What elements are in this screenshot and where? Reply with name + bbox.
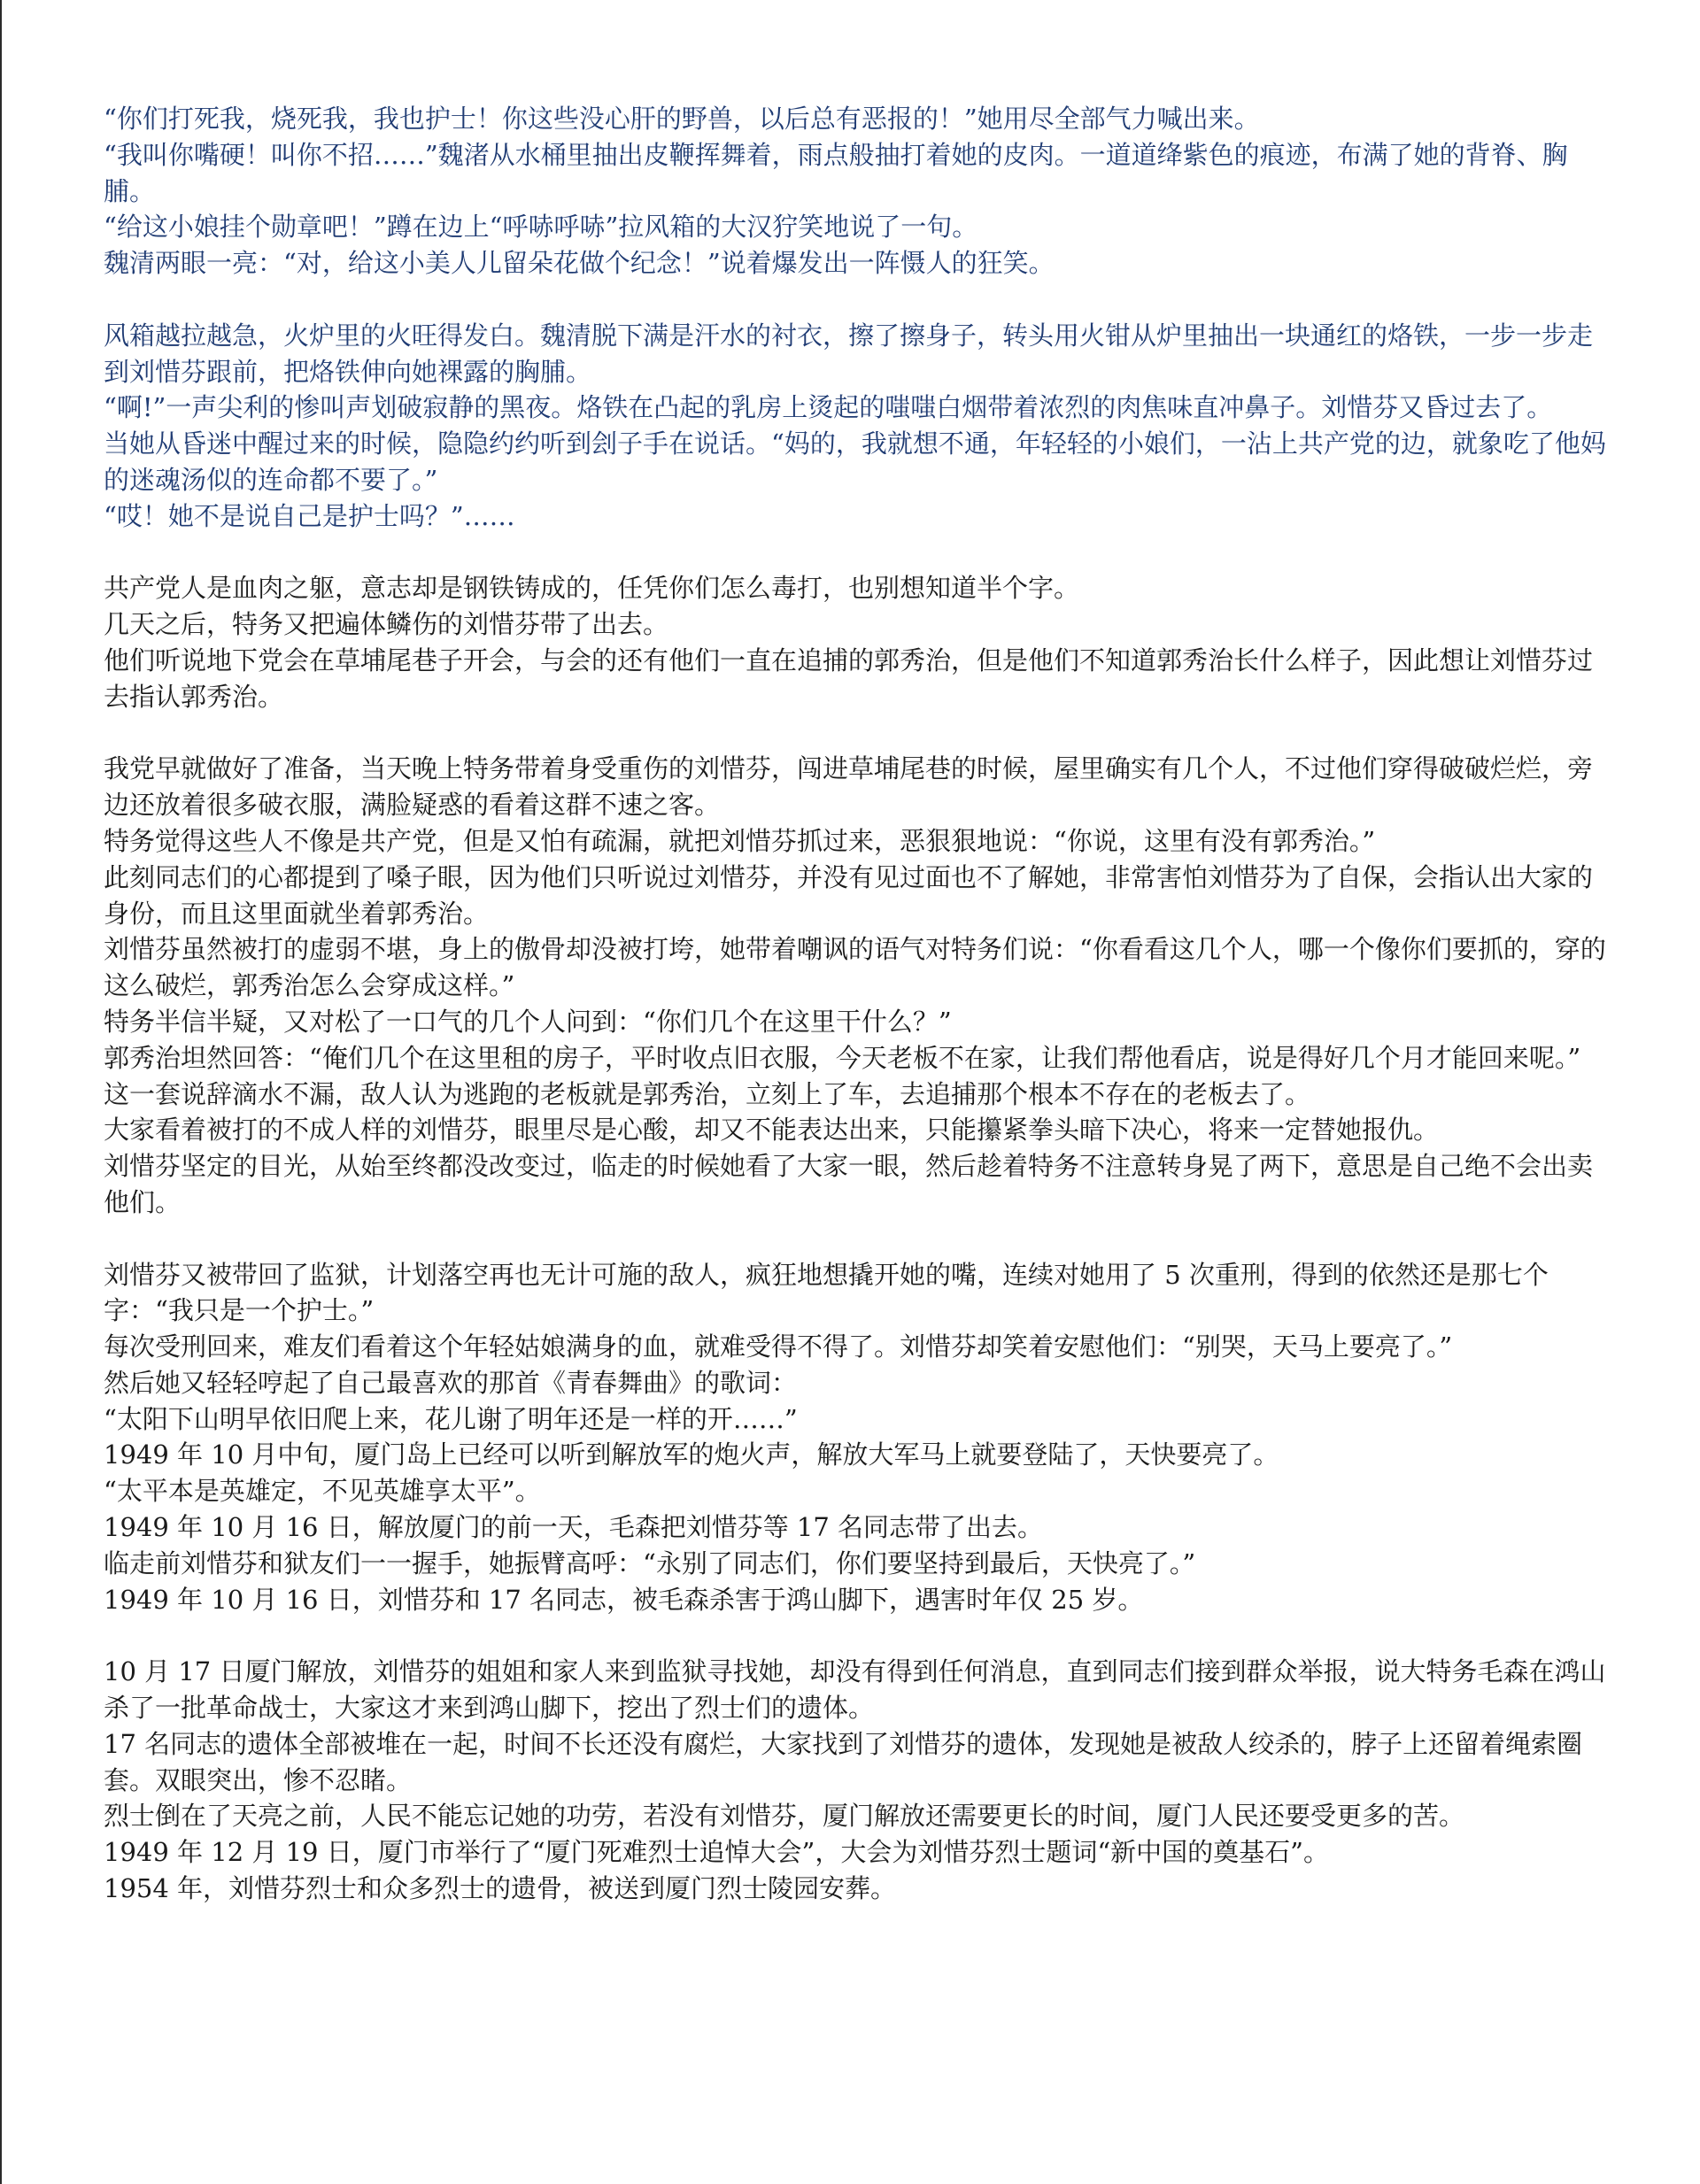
text-section <box>104 318 1609 535</box>
paragraph: 1949 年 10 月 16 日，刘惜芬和 17 名同志，被毛森杀害于鸿山脚下，遇害时年仅 25 岁。 <box>104 1584 1144 1615</box>
paragraph: 17 名同志的遗体全部被堆在一起，时间不长还没有腐烂，大家找到了刘惜芬的遗体，发现她是被敌人绞杀的，脖子上还留着绳索圈套。双眼突出，惨不忍睹。 <box>104 1728 1583 1795</box>
paragraph-gap <box>104 535 1609 571</box>
paragraph: 1949 年 10 月 16 日，解放厦门的前一天，毛森把刘惜芬等 17 名同志带了出去。 <box>104 1512 1044 1543</box>
paragraph: 几天之后，特务又把遍体鳞伤的刘惜芬带了出去。 <box>104 609 669 640</box>
paragraph-gap <box>104 1617 1609 1654</box>
paragraph-gap <box>104 715 1609 752</box>
paragraph: 刘惜芬又被带回了监狱，计划落空再也无计可施的敌人，疯狂地想撬开她的嘴，连续对她用了 5 次重刑，得到的依然还是那七个字：“我只是一个护士。” <box>104 1259 1549 1326</box>
paragraph: 刘惜芬虽然被打的虚弱不堪，身上的傲骨却没被打垮，她带着嘲讽的语气对特务们说：“你看看这几个人，哪一个像你们要抓的，穿的这么破烂，郭秀治怎么会穿成这样。” <box>104 934 1606 1001</box>
paragraph: 特务觉得这些人不像是共产党，但是又怕有疏漏，就把刘惜芬抓过来，恶狠狠地说：“你说，这里有没有郭秀治。” <box>104 825 1376 856</box>
text-section <box>104 570 1609 714</box>
paragraph: “太阳下山明早依旧爬上来，花儿谢了明年还是一样的开……” <box>104 1403 798 1434</box>
paragraph: 每次受刑回来，难友们看着这个年轻姑娘满身的血，就难受得不得了。刘惜芬却笑着安慰他们：“别哭，天马上要亮了。” <box>104 1331 1453 1362</box>
paragraph: 当她从昏迷中醒过来的时候，隐隐约约听到刽子手在说话。“妈的，我就想不通，年轻轻的小娘们，一沾上共产党的边，就象吃了他妈的迷魂汤似的连命都不要了。” <box>104 428 1606 495</box>
paragraph: 特务半信半疑，又对松了一口气的几个人问到：“你们几个在这里干什么？” <box>104 1006 952 1037</box>
text-section <box>104 1257 1609 1618</box>
paragraph: “你们打死我，烧死我，我也护士！你这些没心肝的野兽，以后总有恶报的！”她用尽全部气力喊出来。 <box>104 104 1260 134</box>
paragraph: 10 月 17 日厦门解放，刘惜芬的姐姐和家人来到监狱寻找她，却没有得到任何消息，直到同志们接到群众举报，说大特务毛森在鸿山杀了一批革命战士，大家这才来到鸿山脚下，挖出了烈士们的遗体。 <box>104 1656 1606 1724</box>
paragraph-gap <box>104 282 1609 318</box>
paragraph: “啊!”一声尖利的惨叫声划破寂静的黑夜。烙铁在凸起的乳房上烫起的嗤嗤白烟带着浓烈的肉焦味直冲鼻子。刘惜芬又昏过去了。 <box>104 392 1553 423</box>
paragraph-gap <box>104 1221 1609 1257</box>
paragraph: 临走前刘惜芬和狱友们一一握手，她振臂高呼：“永别了同志们，你们要坚持到最后，天快亮了。” <box>104 1547 1196 1578</box>
paragraph: 大家看着被打的不成人样的刘惜芬，眼里尽是心酸，却又不能表达出来，只能攥紧拳头暗下决心，将来一定替她报仇。 <box>104 1115 1440 1146</box>
document-body <box>104 101 1609 1907</box>
text-section <box>104 101 1609 282</box>
paragraph: 刘惜芬坚定的目光，从始至终都没改变过，临走的时候她看了大家一眼，然后趁着特务不注意转身晃了两下，意思是自己绝不会出卖他们。 <box>104 1151 1594 1217</box>
paragraph: “哎！她不是说自己是护士吗？”…… <box>104 500 515 531</box>
paragraph: 共产党人是血肉之躯，意志却是钢铁铸成的，任凭你们怎么毒打，也别想知道半个字。 <box>104 573 1080 604</box>
paragraph: 此刻同志们的心都提到了嗓子眼，因为他们只听说过刘惜芬，并没有见过面也不了解她，非常害怕刘惜芬为了自保，会指认出大家的身份，而且这里面就坐着郭秀治。 <box>104 861 1594 929</box>
paragraph: 风箱越拉越急，火炉里的火旺得发白。魏清脱下满是汗水的衬衣，擦了擦身子，转头用火钳从炉里抽出一块通红的烙铁，一步一步走到刘惜芬跟前，把烙铁伸向她裸露的胸脯。 <box>104 320 1594 387</box>
paragraph: 这一套说辞滴水不漏，敌人认为逃跑的老板就是郭秀治，立刻上了车，去追捕那个根本不存在的老板去了。 <box>104 1078 1311 1109</box>
paragraph: 烈士倒在了天亮之前，人民不能忘记她的功劳，若没有刘惜芬，厦门解放还需要更长的时间，厦门人民还要受更多的苦。 <box>104 1801 1465 1832</box>
paragraph: 我党早就做好了准备，当天晚上特务带着身受重伤的刘惜芬，闯进草埔尾巷的时候，屋里确实有几个人，不过他们穿得破破烂烂，旁边还放着很多破衣服，满脸疑惑的看着这群不速之客。 <box>104 753 1594 821</box>
text-section <box>104 751 1609 1220</box>
paragraph: “太平本是英雄定，不见英雄享太平”。 <box>104 1476 541 1507</box>
page-left-border <box>0 0 2 2184</box>
paragraph: 1949 年 12 月 19 日，厦门市举行了“厦门死难烈士追悼大会”，大会为刘惜芬烈士题词“新中国的奠基石”。 <box>104 1837 1330 1868</box>
text-section <box>104 1654 1609 1907</box>
paragraph: 1954 年，刘惜芬烈士和众多烈士的遗骨，被送到厦门烈士陵园安葬。 <box>104 1873 897 1904</box>
paragraph: 然后她又轻轻哼起了自己最喜欢的那首《青春舞曲》的歌词： <box>104 1367 798 1398</box>
paragraph: 郭秀治坦然回答：“俺们几个在这里租的房子，平时收点旧衣服，今天老板不在家，让我们帮他看店，说是得好几个月才能回来呢。” <box>104 1042 1581 1073</box>
paragraph: 他们听说地下党会在草埔尾巷子开会，与会的还有他们一直在追捕的郭秀治，但是他们不知道郭秀治长什么样子，因此想让刘惜芬过去指认郭秀治。 <box>104 644 1594 712</box>
paragraph: “给这小娘挂个勋章吧！”蹲在边上“呼哧呼哧”拉风箱的大汉狞笑地说了一句。 <box>104 212 978 243</box>
paragraph: “我叫你嘴硬！叫你不招……”魏渚从水桶里抽出皮鞭挥舞着，雨点般抽打着她的皮肉。一道道绛紫色的痕迹，布满了她的背脊、胸脯。 <box>104 139 1568 206</box>
paragraph: 魏清两眼一亮：“对，给这小美人儿留朵花做个纪念！”说着爆发出一阵慑人的狂笑。 <box>104 248 1055 279</box>
paragraph: 1949 年 10 月中旬，厦门岛上已经可以听到解放军的炮火声，解放大军马上就要登陆了，天快要亮了。 <box>104 1439 1279 1470</box>
